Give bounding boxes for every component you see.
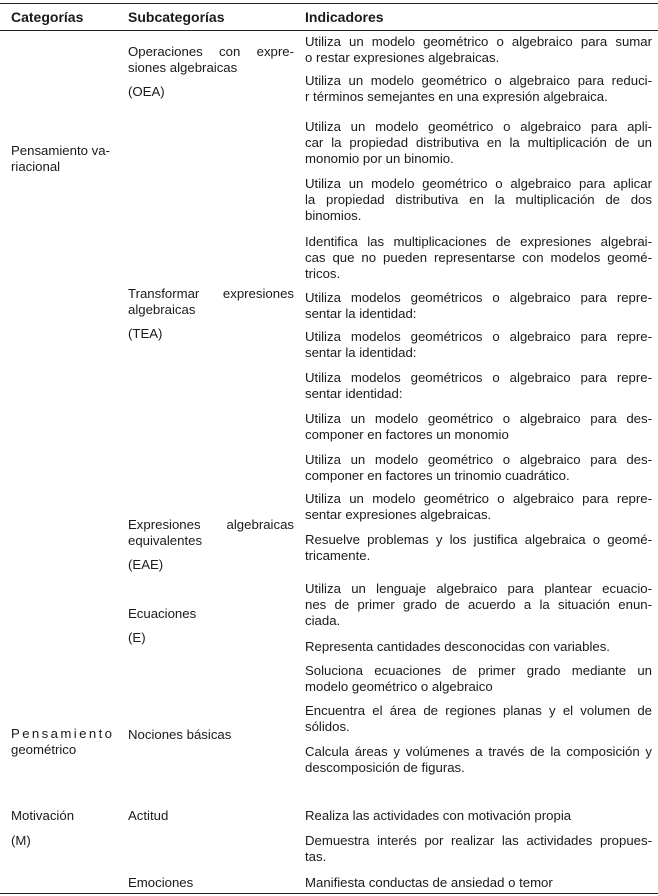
indicator-line: Representa cantidades desconocidas con variables. bbox=[305, 639, 610, 654]
indicator bbox=[305, 329, 652, 361]
indicator-line: Utiliza un modelo geométrico o algebraico para des- bbox=[305, 411, 652, 426]
category-line: riacional bbox=[11, 159, 61, 174]
indicator-line: tas. bbox=[305, 849, 327, 864]
subcategory-line: equivalentes bbox=[128, 533, 203, 548]
subcategory-actitud: Actitud bbox=[128, 808, 169, 823]
subcategory-e bbox=[128, 606, 294, 646]
indicator bbox=[305, 411, 652, 443]
indicator-line: sentar identidad: bbox=[305, 386, 403, 401]
indicator-line: Identifica las multiplicaciones de expresiones algebrai- bbox=[305, 234, 652, 249]
indicator-line: Utiliza un modelo geométrico o algebraico para sumar bbox=[305, 34, 652, 49]
indicator bbox=[305, 176, 652, 224]
table-bottom-rule bbox=[0, 893, 658, 894]
indicator-line: sentar la identidad: bbox=[305, 306, 417, 321]
indicator bbox=[305, 34, 652, 66]
header-indicadores: Indicadores bbox=[305, 9, 384, 25]
indicator bbox=[305, 452, 652, 484]
indicator-line: componer en factores un monomio bbox=[305, 427, 509, 442]
subcategory-code: (TEA) bbox=[128, 326, 163, 341]
category-motivacion bbox=[11, 808, 74, 849]
subcategory-line: Operaciones con expre- bbox=[128, 44, 294, 59]
subcategory-line: Transformar expresiones bbox=[128, 286, 294, 301]
indicator-line: binomios. bbox=[305, 208, 362, 223]
indicator-line: sentar la identidad: bbox=[305, 345, 417, 360]
subcategory-tea bbox=[128, 286, 294, 342]
indicator bbox=[305, 290, 652, 322]
indicator-line: Utiliza un modelo geométrico o algebraico para reduci- bbox=[305, 73, 652, 88]
indicator bbox=[305, 808, 652, 824]
category-line: geométrico bbox=[11, 742, 77, 757]
subcategory-emociones: Emociones bbox=[128, 875, 194, 890]
indicator-line: Demuestra interés por realizar las actividades propues- bbox=[305, 833, 652, 848]
indicator-line: Utiliza un modelo geométrico o algebraico para des- bbox=[305, 452, 652, 467]
indicator-line: sólidos. bbox=[305, 719, 350, 734]
indicator-line: Utiliza modelos geométricos o algebraico para repre- bbox=[305, 329, 652, 344]
indicator-line: sentar expresiones algebraicas. bbox=[305, 507, 492, 522]
indicator-line: cas que no pueden representarse con modelos geomé- bbox=[305, 250, 652, 265]
indicator-line: monomio por un binomio. bbox=[305, 151, 454, 166]
header-subcategorias: Subcategorías bbox=[128, 9, 225, 25]
subcategory-line: algebraicas bbox=[128, 302, 196, 317]
indicator bbox=[305, 833, 652, 865]
subcategory-line: Ecuaciones bbox=[128, 606, 197, 621]
indicator bbox=[305, 703, 652, 735]
category-code: (M) bbox=[11, 833, 31, 848]
subcategory-eae bbox=[128, 517, 294, 573]
header-categorias: Categorías bbox=[11, 9, 84, 25]
category-line: Motivación bbox=[11, 808, 75, 823]
indicator bbox=[305, 581, 652, 629]
table-top-rule bbox=[0, 3, 658, 4]
indicator-line: Utiliza modelos geométricos o algebraico para repre- bbox=[305, 370, 652, 385]
indicator bbox=[305, 119, 652, 167]
indicator-line: descomposición de figuras. bbox=[305, 760, 465, 775]
indicator-line: Realiza las actividades con motivación propia bbox=[305, 808, 572, 823]
indicator-line: car la propiedad distributiva en la multiplicación de un bbox=[305, 135, 652, 150]
indicator-line: Utiliza un lenguaje algebraico para plantear ecuacio- bbox=[305, 581, 652, 596]
subcategory-line: Expresiones algebraicas bbox=[128, 517, 294, 532]
category-pensamiento-variacional bbox=[11, 143, 116, 175]
indicator-line: r términos semejantes en una expresión algebraica. bbox=[305, 89, 608, 104]
indicator bbox=[305, 663, 652, 695]
subcategory-nociones-basicas: Nociones básicas bbox=[128, 727, 232, 742]
indicator-line: tricamente. bbox=[305, 548, 371, 563]
subcategory-oea bbox=[128, 44, 294, 100]
category-line: Pensamiento bbox=[11, 726, 115, 741]
indicator-line: tricos. bbox=[305, 266, 341, 281]
indicator bbox=[305, 234, 652, 282]
indicator bbox=[305, 532, 652, 564]
indicator bbox=[305, 744, 652, 776]
indicator bbox=[305, 370, 652, 402]
category-line: Pensamiento va- bbox=[11, 143, 110, 158]
indicator bbox=[305, 639, 652, 655]
indicator bbox=[305, 491, 652, 523]
indicator-line: Utiliza un modelo geométrico o algebraico para apli- bbox=[305, 119, 652, 134]
indicator-line: Encuentra el área de regiones planas y el volumen de bbox=[305, 703, 652, 718]
indicator bbox=[305, 73, 652, 105]
indicator-line: la propiedad distributiva en la multiplicación de dos bbox=[305, 192, 652, 207]
indicator-line: Resuelve problemas y los justifica algebraica o geomé- bbox=[305, 532, 652, 547]
indicator-line: nes de primer grado de acuerdo a la situación enun- bbox=[305, 597, 652, 612]
indicator-line: ciada. bbox=[305, 613, 341, 628]
indicator-line: Utiliza modelos geométricos o algebraico para repre- bbox=[305, 290, 652, 305]
subcategory-line: siones algebraicas bbox=[128, 60, 238, 75]
indicator-line: componer en factores un trinomio cuadrático. bbox=[305, 468, 570, 483]
indicator-line: modelo geométrico o algebraico bbox=[305, 679, 493, 694]
category-pensamiento-geometrico bbox=[11, 726, 118, 758]
indicator-line: Soluciona ecuaciones de primer grado mediante un bbox=[305, 663, 652, 678]
indicator-line: Utiliza un modelo geométrico o algebraico para aplicar bbox=[305, 176, 652, 191]
indicator bbox=[305, 875, 652, 891]
subcategory-code: (E) bbox=[128, 630, 146, 645]
indicator-line: Utiliza un modelo geométrico o algebraico para repre- bbox=[305, 491, 652, 506]
indicator-line: Manifiesta conductas de ansiedad o temor bbox=[305, 875, 553, 890]
header-bottom-rule bbox=[0, 30, 658, 31]
indicator-line: o restar expresiones algebraicas. bbox=[305, 50, 500, 65]
indicator-line: Calcula áreas y volúmenes a través de la composición y bbox=[305, 744, 652, 759]
subcategory-code: (OEA) bbox=[128, 84, 165, 99]
subcategory-code: (EAE) bbox=[128, 557, 164, 572]
